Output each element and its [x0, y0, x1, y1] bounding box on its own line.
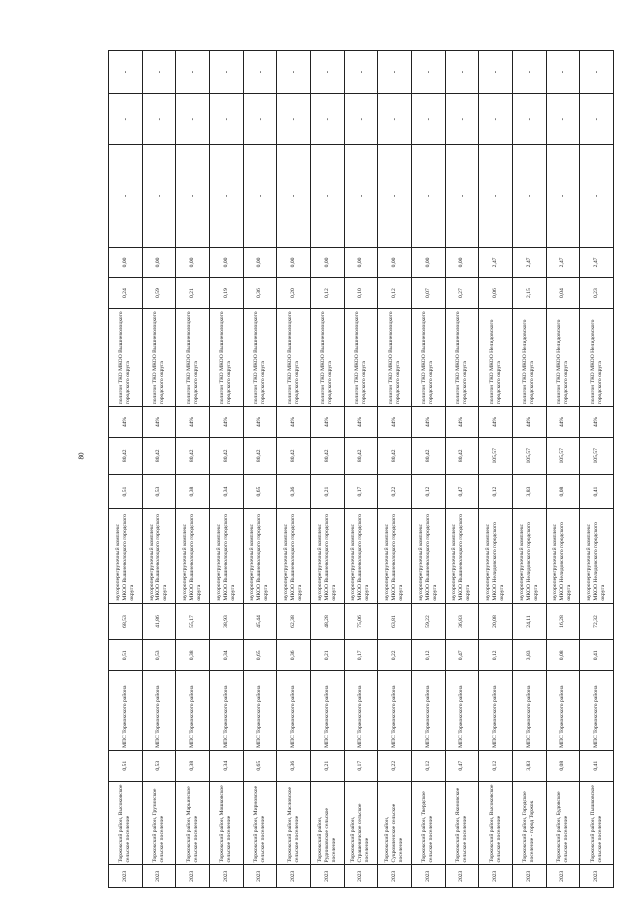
cell-b: 0,21: [310, 640, 344, 671]
waste-flow-table: [108, 50, 614, 888]
cell-a: 0,41: [580, 750, 614, 781]
cell-j: -: [479, 51, 513, 94]
cell-settlement: Торжокский район, Грузинское сельское поселение: [142, 781, 176, 865]
cell-settlement: Торжокский район, Городское поселение - город Торжок: [512, 781, 546, 865]
cell-e: 80,42: [209, 437, 243, 474]
cell-e: 105,57: [512, 437, 546, 474]
cell-facility: мусороперегрузочный комплекс МКОО Нелидовского городского округа: [512, 509, 546, 603]
cell-c: 59,22: [411, 603, 445, 640]
table-row: [209, 51, 243, 888]
cell-h: -: [411, 145, 445, 247]
cell-year: 2023: [445, 865, 479, 888]
page-number: 80: [77, 452, 86, 460]
cell-c: 63,81: [378, 603, 412, 640]
cell-a: 0,34: [209, 750, 243, 781]
cell-f: 0,12: [310, 278, 344, 309]
cell-operator: МПС Торжокского района: [243, 671, 277, 751]
cell-settlement: Торжокский район, Высоковское сельское поселение: [109, 781, 143, 865]
cell-year: 2023: [378, 865, 412, 888]
cell-d: 0,21: [310, 474, 344, 509]
cell-polygon: полигон ТКО МКОО Нелидовского городского округа: [512, 308, 546, 406]
cell-pct: 44%: [512, 407, 546, 438]
table-row: [378, 51, 412, 888]
cell-d: 0,65: [243, 474, 277, 509]
table-row: [546, 51, 580, 888]
cell-h: -: [310, 145, 344, 247]
cell-d: 0,47: [445, 474, 479, 509]
cell-polygon: полигон ТКО МКОО Вышневолоцкого городского округа: [411, 308, 445, 406]
cell-facility: мусороперегрузочный комплекс МКОО Вышневолоцкого городского округа: [243, 509, 277, 603]
cell-settlement: Торжокский район, Пышковское сельское поселение: [580, 781, 614, 865]
table-row: [445, 51, 479, 888]
cell-g: 0,00: [109, 247, 143, 278]
cell-operator: МПС Торжокского района: [209, 671, 243, 751]
cell-facility: мусороперегрузочный комплекс МКОО Вышневолоцкого городского округа: [142, 509, 176, 603]
cell-f: 0,21: [176, 278, 210, 309]
cell-facility: мусороперегрузочный комплекс МКОО Вышневолоцкого городского округа: [310, 509, 344, 603]
cell-c: 72,32: [580, 603, 614, 640]
table-body: [109, 51, 614, 888]
cell-b: 0,38: [176, 640, 210, 671]
cell-g: 2,47: [546, 247, 580, 278]
cell-j: -: [310, 51, 344, 94]
cell-a: 0,36: [277, 750, 311, 781]
cell-c: 38,93: [209, 603, 243, 640]
cell-settlement: Торжокский район, Твердское сельское поселение: [411, 781, 445, 865]
cell-j: -: [176, 51, 210, 94]
cell-settlement: Торжокский район, Страшевичское сельское поселение: [344, 781, 378, 865]
cell-polygon: полигон ТКО МКОО Вышневолоцкого городского округа: [243, 308, 277, 406]
cell-operator: МПС Торжокского района: [411, 671, 445, 751]
cell-e: 80,42: [243, 437, 277, 474]
cell-e: 80,42: [109, 437, 143, 474]
cell-i: -: [109, 94, 143, 145]
cell-i: -: [479, 94, 513, 145]
cell-pct: 44%: [277, 407, 311, 438]
cell-b: 0,47: [445, 640, 479, 671]
cell-a: 0,47: [445, 750, 479, 781]
cell-i: -: [411, 94, 445, 145]
cell-operator: МПС Торжокского района: [142, 671, 176, 751]
cell-settlement: Торжокский район, Рудниковское сельское поселение: [310, 781, 344, 865]
cell-year: 2023: [176, 865, 210, 888]
cell-e: 80,42: [445, 437, 479, 474]
rotated-table: [108, 50, 614, 888]
cell-a: 0,65: [243, 750, 277, 781]
cell-b: 0,34: [209, 640, 243, 671]
cell-pct: 44%: [445, 407, 479, 438]
cell-d: 3,83: [512, 474, 546, 509]
cell-f: 0,24: [109, 278, 143, 309]
cell-j: -: [243, 51, 277, 94]
cell-g: 2,47: [512, 247, 546, 278]
cell-c: 55,17: [176, 603, 210, 640]
cell-a: 0,21: [310, 750, 344, 781]
cell-e: 80,42: [344, 437, 378, 474]
cell-a: 0,38: [176, 750, 210, 781]
table-row: [243, 51, 277, 888]
cell-h: -: [445, 145, 479, 247]
cell-a: 0,12: [479, 750, 513, 781]
cell-g: 0,00: [344, 247, 378, 278]
table-row: [344, 51, 378, 888]
cell-i: -: [546, 94, 580, 145]
cell-f: 0,04: [546, 278, 580, 309]
cell-d: 0,34: [209, 474, 243, 509]
cell-f: 0,12: [378, 278, 412, 309]
cell-settlement: Торжокский район, Масловское сельское поселение: [277, 781, 311, 865]
cell-j: -: [109, 51, 143, 94]
cell-facility: мусороперегрузочный комплекс МКОО Нелидовского городского округа: [580, 509, 614, 603]
cell-d: 0,12: [411, 474, 445, 509]
cell-e: 105,57: [546, 437, 580, 474]
cell-g: 0,00: [209, 247, 243, 278]
cell-a: 3,83: [512, 750, 546, 781]
table-row: [411, 51, 445, 888]
cell-b: 0,41: [580, 640, 614, 671]
cell-h: -: [344, 145, 378, 247]
cell-f: 0,36: [243, 278, 277, 309]
cell-f: 0,19: [209, 278, 243, 309]
cell-polygon: полигон ТКО МКОО Нелидовского городского округа: [479, 308, 513, 406]
cell-operator: МПС Торжокского района: [344, 671, 378, 751]
cell-year: 2023: [142, 865, 176, 888]
cell-j: -: [411, 51, 445, 94]
cell-i: -: [580, 94, 614, 145]
cell-settlement: Торжокский район, Яконовское сельское поселение: [445, 781, 479, 865]
cell-year: 2023: [109, 865, 143, 888]
cell-operator: МПС Торжокского района: [479, 671, 513, 751]
cell-j: -: [378, 51, 412, 94]
cell-settlement: Торжокский район, Сукромленское сельское поселение: [378, 781, 412, 865]
cell-d: 0,53: [142, 474, 176, 509]
cell-f: 2,15: [512, 278, 546, 309]
cell-pct: 44%: [378, 407, 412, 438]
cell-i: -: [512, 94, 546, 145]
cell-c: 20,08: [479, 603, 513, 640]
cell-c: 45,44: [243, 603, 277, 640]
cell-b: 3,83: [512, 640, 546, 671]
cell-c: 75,06: [344, 603, 378, 640]
cell-polygon: полигон ТКО МКОО Вышневолоцкого городского округа: [344, 308, 378, 406]
cell-facility: мусороперегрузочный комплекс МКОО Вышневолоцкого городского округа: [109, 509, 143, 603]
cell-j: -: [445, 51, 479, 94]
cell-g: 0,00: [445, 247, 479, 278]
cell-b: 0,12: [479, 640, 513, 671]
cell-g: 2,47: [580, 247, 614, 278]
cell-c: 41,86: [142, 603, 176, 640]
cell-facility: мусороперегрузочный комплекс МКОО Вышневолоцкого городского округа: [277, 509, 311, 603]
cell-operator: МПС Торжокского района: [310, 671, 344, 751]
cell-c: 36,83: [445, 603, 479, 640]
cell-c: 48,28: [310, 603, 344, 640]
cell-settlement: Торжокский район, Будовское сельское поселение: [546, 781, 580, 865]
cell-polygon: полигон ТКО МКОО Вышневолоцкого городского округа: [176, 308, 210, 406]
cell-h: -: [479, 145, 513, 247]
cell-g: 0,00: [277, 247, 311, 278]
cell-pct: 44%: [109, 407, 143, 438]
cell-year: 2023: [411, 865, 445, 888]
cell-e: 80,42: [142, 437, 176, 474]
cell-d: 0,51: [109, 474, 143, 509]
cell-f: 0,20: [277, 278, 311, 309]
cell-settlement: Торжокский район, Марьинское сельское поселение: [176, 781, 210, 865]
cell-facility: мусороперегрузочный комплекс МКОО Вышневолоцкого городского округа: [176, 509, 210, 603]
table-row: [512, 51, 546, 888]
cell-b: 0,08: [546, 640, 580, 671]
cell-facility: мусороперегрузочный комплекс МКОО Вышневолоцкого городского округа: [378, 509, 412, 603]
cell-e: 80,42: [310, 437, 344, 474]
cell-polygon: полигон ТКО МКОО Вышневолоцкого городского округа: [445, 308, 479, 406]
cell-pct: 44%: [142, 407, 176, 438]
cell-b: 0,36: [277, 640, 311, 671]
table-row: [479, 51, 513, 888]
cell-j: -: [580, 51, 614, 94]
table-row: [142, 51, 176, 888]
cell-i: -: [243, 94, 277, 145]
cell-a: 0,22: [378, 750, 412, 781]
cell-j: -: [512, 51, 546, 94]
cell-g: 0,00: [310, 247, 344, 278]
cell-pct: 44%: [580, 407, 614, 438]
cell-i: -: [310, 94, 344, 145]
cell-pct: 44%: [176, 407, 210, 438]
cell-polygon: полигон ТКО МКОО Вышневолоцкого городского округа: [142, 308, 176, 406]
cell-operator: МПС Торжокского района: [109, 671, 143, 751]
table-row: [310, 51, 344, 888]
cell-h: -: [209, 145, 243, 247]
cell-h: -: [546, 145, 580, 247]
cell-b: 0,65: [243, 640, 277, 671]
cell-j: -: [209, 51, 243, 94]
cell-g: 0,00: [176, 247, 210, 278]
cell-b: 0,53: [142, 640, 176, 671]
cell-b: 0,12: [411, 640, 445, 671]
cell-d: 0,38: [176, 474, 210, 509]
cell-j: -: [546, 51, 580, 94]
cell-a: 0,08: [546, 750, 580, 781]
cell-operator: МПС Торжокского района: [512, 671, 546, 751]
cell-c: 24,11: [512, 603, 546, 640]
cell-i: -: [209, 94, 243, 145]
cell-year: 2023: [512, 865, 546, 888]
cell-j: -: [277, 51, 311, 94]
cell-e: 105,57: [580, 437, 614, 474]
cell-operator: МПС Торжокского района: [378, 671, 412, 751]
cell-b: 0,17: [344, 640, 378, 671]
cell-f: 0,59: [142, 278, 176, 309]
cell-i: -: [378, 94, 412, 145]
cell-facility: мусороперегрузочный комплекс МКОО Вышневолоцкого городского округа: [209, 509, 243, 603]
cell-polygon: полигон ТКО МКОО Нелидовского городского округа: [546, 308, 580, 406]
cell-i: -: [445, 94, 479, 145]
cell-e: 80,42: [378, 437, 412, 474]
cell-h: -: [512, 145, 546, 247]
cell-facility: мусороперегрузочный комплекс МКОО Вышневолоцкого городского округа: [344, 509, 378, 603]
cell-h: -: [142, 145, 176, 247]
cell-d: 0,36: [277, 474, 311, 509]
cell-settlement: Торжокский район, Мошковское сельское поселение: [209, 781, 243, 865]
cell-pct: 44%: [411, 407, 445, 438]
cell-year: 2023: [277, 865, 311, 888]
cell-polygon: полигон ТКО МКОО Вышневолоцкого городского округа: [378, 308, 412, 406]
cell-g: 2,47: [479, 247, 513, 278]
cell-i: -: [344, 94, 378, 145]
table-row: [277, 51, 311, 888]
cell-operator: МПС Торжокского района: [580, 671, 614, 751]
cell-polygon: полигон ТКО МКОО Вышневолоцкого городского округа: [109, 308, 143, 406]
cell-h: -: [109, 145, 143, 247]
cell-d: 0,17: [344, 474, 378, 509]
cell-facility: мусороперегрузочный комплекс МКОО Нелидовского городского округа: [479, 509, 513, 603]
table-row: [109, 51, 143, 888]
cell-operator: МПС Торжокского района: [176, 671, 210, 751]
cell-f: 0,06: [479, 278, 513, 309]
cell-pct: 44%: [344, 407, 378, 438]
cell-polygon: полигон ТКО МКОО Вышневолоцкого городского округа: [209, 308, 243, 406]
cell-year: 2023: [209, 865, 243, 888]
cell-pct: 44%: [479, 407, 513, 438]
cell-j: -: [344, 51, 378, 94]
cell-c: 68,53: [109, 603, 143, 640]
cell-year: 2023: [479, 865, 513, 888]
cell-f: 0,23: [580, 278, 614, 309]
cell-year: 2023: [546, 865, 580, 888]
cell-year: 2023: [344, 865, 378, 888]
table-row: [176, 51, 210, 888]
cell-b: 0,22: [378, 640, 412, 671]
cell-d: 0,12: [479, 474, 513, 509]
cell-d: 0,41: [580, 474, 614, 509]
cell-a: 0,17: [344, 750, 378, 781]
cell-a: 0,53: [142, 750, 176, 781]
cell-year: 2023: [580, 865, 614, 888]
cell-settlement: Торжокский район, Высоковское сельское поселение: [479, 781, 513, 865]
cell-f: 0,27: [445, 278, 479, 309]
cell-polygon: полигон ТКО МКОО Нелидовского городского округа: [580, 308, 614, 406]
cell-f: 0,07: [411, 278, 445, 309]
cell-g: 0,00: [411, 247, 445, 278]
cell-f: 0,10: [344, 278, 378, 309]
cell-c: 16,28: [546, 603, 580, 640]
cell-i: -: [277, 94, 311, 145]
cell-facility: мусороперегрузочный комплекс МКОО Нелидовского городского округа: [546, 509, 580, 603]
cell-h: -: [277, 145, 311, 247]
cell-polygon: полигон ТКО МКОО Вышневолоцкого городского округа: [277, 308, 311, 406]
cell-pct: 44%: [209, 407, 243, 438]
cell-a: 0,51: [109, 750, 143, 781]
cell-h: -: [176, 145, 210, 247]
cell-pct: 44%: [243, 407, 277, 438]
cell-operator: МПС Торжокского района: [445, 671, 479, 751]
cell-h: -: [378, 145, 412, 247]
cell-year: 2023: [243, 865, 277, 888]
cell-g: 0,00: [142, 247, 176, 278]
cell-b: 0,51: [109, 640, 143, 671]
cell-e: 105,57: [479, 437, 513, 474]
cell-operator: МПС Торжокского района: [546, 671, 580, 751]
cell-d: 0,08: [546, 474, 580, 509]
table-row: [580, 51, 614, 888]
cell-facility: мусороперегрузочный комплекс МКОО Вышневолоцкого городского округа: [445, 509, 479, 603]
cell-e: 80,42: [176, 437, 210, 474]
cell-h: -: [580, 145, 614, 247]
cell-j: -: [142, 51, 176, 94]
table-container: [108, 50, 614, 888]
cell-e: 80,42: [277, 437, 311, 474]
cell-d: 0,22: [378, 474, 412, 509]
cell-year: 2023: [310, 865, 344, 888]
cell-a: 0,12: [411, 750, 445, 781]
cell-c: 62,38: [277, 603, 311, 640]
cell-h: -: [243, 145, 277, 247]
cell-operator: МПС Торжокского района: [277, 671, 311, 751]
cell-pct: 44%: [546, 407, 580, 438]
cell-polygon: полигон ТКО МКОО Вышневолоцкого городского округа: [310, 308, 344, 406]
cell-facility: мусороперегрузочный комплекс МКОО Вышневолоцкого городского округа: [411, 509, 445, 603]
cell-settlement: Торжокский район, Мирновское сельское поселение: [243, 781, 277, 865]
cell-i: -: [142, 94, 176, 145]
cell-i: -: [176, 94, 210, 145]
cell-g: 0,00: [378, 247, 412, 278]
cell-e: 80,42: [411, 437, 445, 474]
cell-pct: 44%: [310, 407, 344, 438]
cell-g: 0,00: [243, 247, 277, 278]
